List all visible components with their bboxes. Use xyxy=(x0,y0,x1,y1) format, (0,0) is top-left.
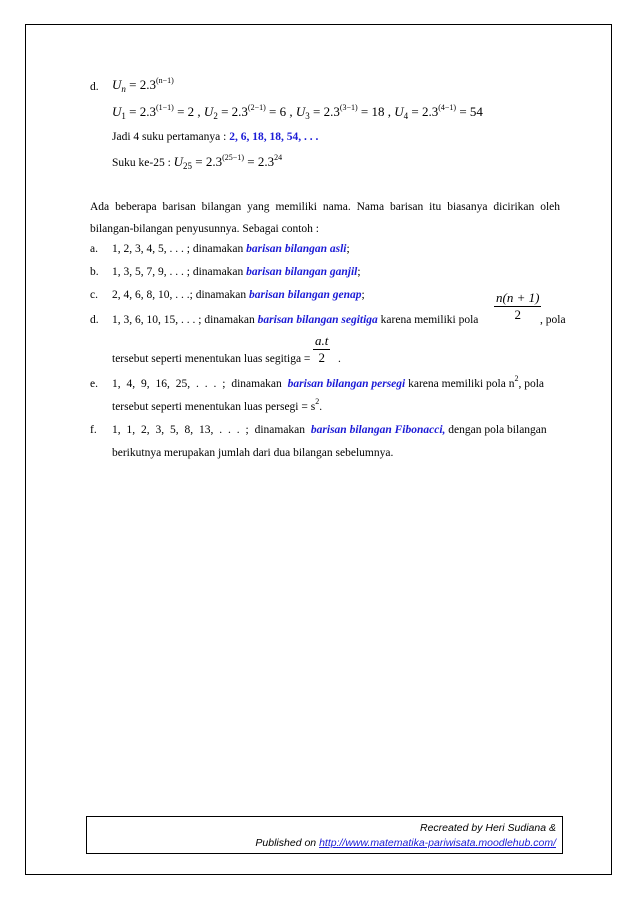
fraction-triangular: $\frac{n(n + 1)}{2}$ xyxy=(496,290,540,322)
list-label-b: b. xyxy=(90,266,99,278)
term-4: $U_4 = 2.3^{(4-1)} = 54$ xyxy=(394,103,483,121)
list-item-f-line1: 1, 1, 2, 3, 5, 8, 13, . . . ; dinamakan barisan bilangan Fibonacci, dengan pola bilangan xyxy=(112,424,547,436)
footer-credit: Recreated by Heri Sudiana & xyxy=(420,822,556,834)
terms-line xyxy=(112,104,483,120)
list-label-a: a. xyxy=(90,243,98,255)
list-label-f: f. xyxy=(90,424,97,436)
first-terms-line: Jadi 4 suku pertamanya : 2, 6, 18, 18, 54, . . . xyxy=(112,131,319,143)
formula-un: $U_n = 2.3^{(n-1)}$ xyxy=(112,76,174,94)
list-item-c: 2, 4, 6, 8, 10, . . .; dinamakan barisan bilangan genap; xyxy=(112,289,365,301)
list-label-d: d. xyxy=(90,314,99,326)
footer-published: Published on http://www.matematika-pariwisata.moodlehub.com/ xyxy=(255,837,556,849)
footer-box xyxy=(86,816,563,854)
term-3: $U_3 = 2.3^{(3-1)} = 18$ , xyxy=(295,103,392,121)
list-item-d-pola: , pola xyxy=(540,314,566,326)
footer-link[interactable]: http://www.matematika-pariwisata.moodlehub.com/ xyxy=(319,837,556,849)
section-d-label: d. xyxy=(90,81,99,93)
list-label-c: c. xyxy=(90,289,98,301)
term-2: $U_2 = 2.3^{(2-1)} = 6$ , xyxy=(203,103,293,121)
intro-paragraph: Ada beberapa barisan bilangan yang memiliki nama. Nama barisan itu biasanya dicirikan oleh bilangan-bilangan penyusunnya. Sebagai contoh : xyxy=(90,201,560,235)
list-item-d-end: . xyxy=(338,353,341,365)
list-item-b: 1, 3, 5, 7, 9, . . . ; dinamakan barisan bilangan ganjil; xyxy=(112,266,361,278)
list-label-e: e. xyxy=(90,378,98,390)
list-item-d-line2: tersebut seperti menentukan luas segitiga = xyxy=(112,353,311,365)
list-item-f-line2: berikutnya merupakan jumlah dari dua bilangan sebelumnya. xyxy=(112,447,394,459)
term-1: $U_1 = 2.3^{(1-1)} = 2$ , xyxy=(112,103,201,121)
list-item-e-line1: 1, 4, 9, 16, 25, . . . ; dinamakan barisan bilangan persegi karena memiliki pola $n^2$, pola xyxy=(112,374,545,390)
fraction-triangle-area: $\frac{a.t}{2}$ xyxy=(315,333,329,365)
list-item-e-line2: tersebut seperti menentukan luas persegi = $s^2$. xyxy=(112,397,323,413)
list-item-d-line1: 1, 3, 6, 10, 15, . . . ; dinamakan barisan bilangan segitiga karena memiliki pola xyxy=(112,314,479,326)
term25-line: Suku ke-25 : $U_{25} = 2.3^{(25-1)} = 2.3^{24}$ xyxy=(112,153,283,171)
list-item-a: 1, 2, 3, 4, 5, . . . ; dinamakan barisan bilangan asli; xyxy=(112,243,350,255)
